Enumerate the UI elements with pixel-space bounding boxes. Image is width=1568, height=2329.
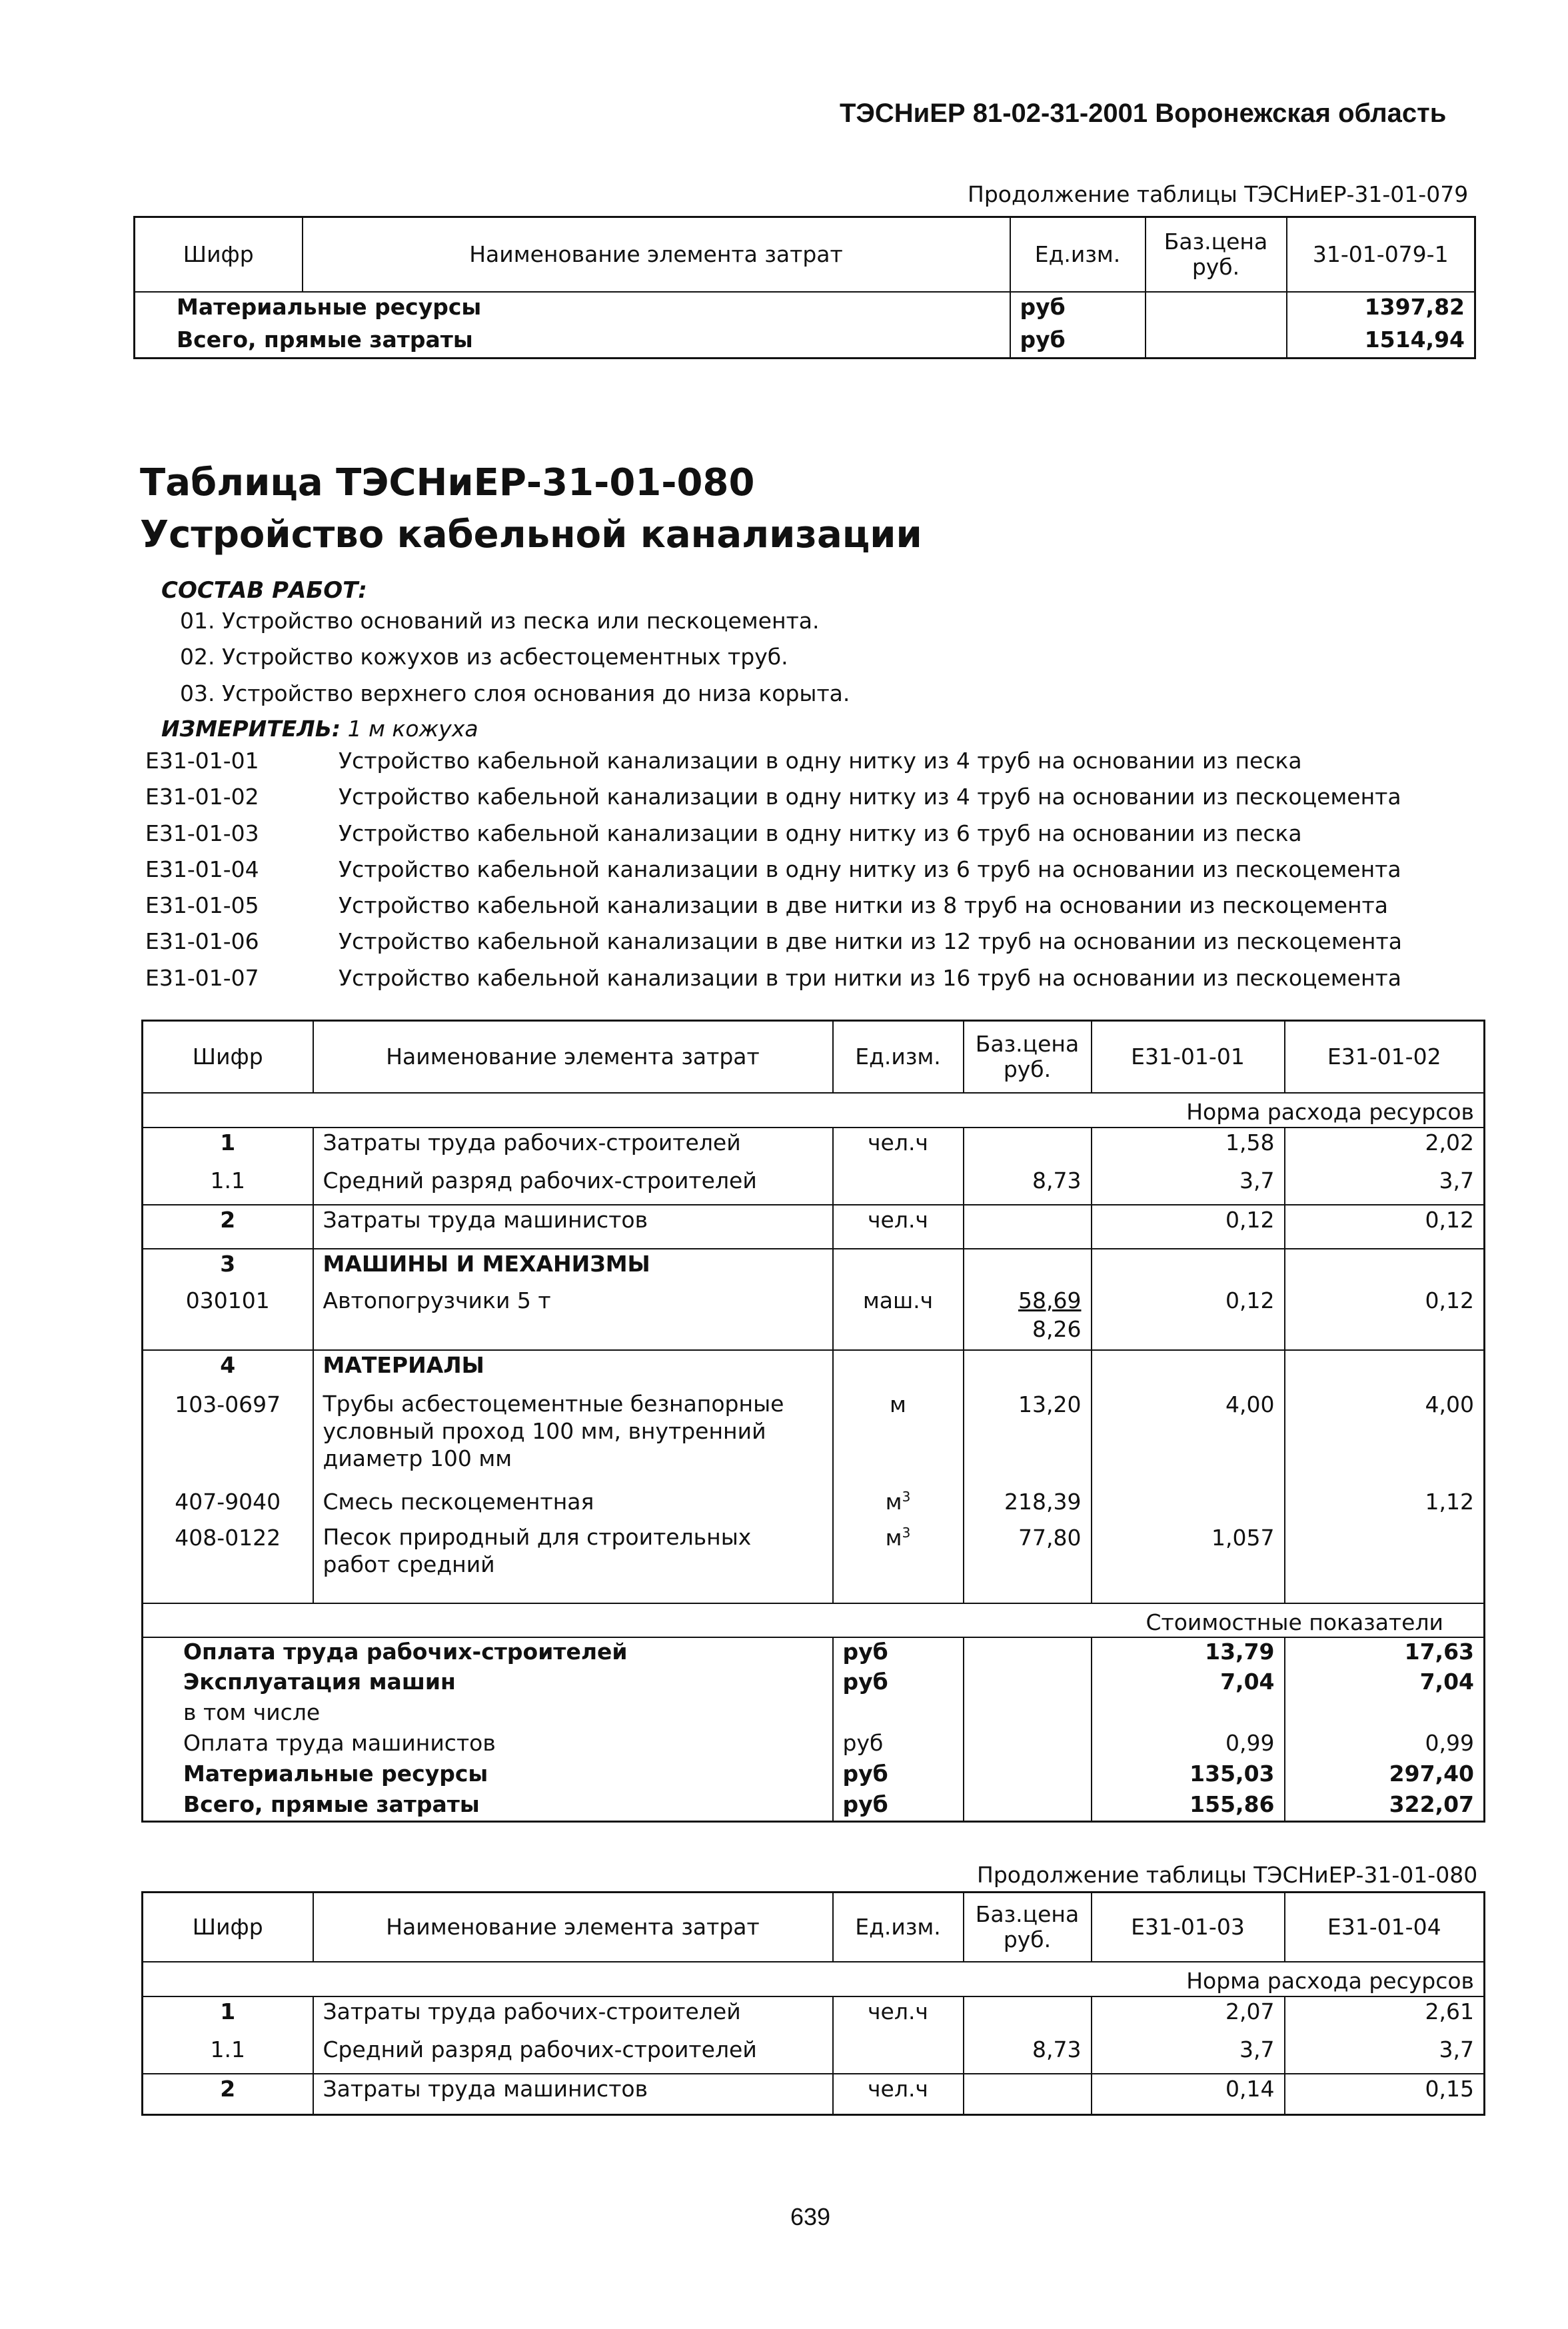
row-value-b	[1285, 1523, 1485, 1603]
cost-value-a: 7,04	[1092, 1668, 1285, 1699]
cost-name: в том числе	[143, 1699, 833, 1729]
code-description: Устройство кабельной канализации в три нитки из 16 труб на основании из пескоцемента	[339, 965, 1402, 991]
table-row	[135, 325, 1475, 359]
col-name-header: Наименование элемента затрат	[303, 217, 1010, 292]
table-header-row	[143, 1021, 1485, 1093]
code-id: Е31-01-03	[145, 820, 259, 846]
row-value-b: 0,15	[1285, 2074, 1485, 2115]
cost-name: Оплата труда машинистов	[143, 1729, 833, 1760]
cost-value-b: 297,40	[1285, 1760, 1485, 1791]
code-description: Устройство кабельной канализации в одну нитку из 6 труб на основании из пескоцемента	[339, 856, 1401, 882]
code-id: Е31-01-02	[145, 784, 259, 810]
unit-superscript: 3	[902, 1488, 911, 1505]
unit-superscript: 3	[902, 1524, 911, 1541]
col-price-header	[964, 1021, 1092, 1093]
row-value-a: 3,7	[1092, 2035, 1285, 2074]
cost-unit: руб	[833, 1729, 964, 1760]
row-value-a: 4,00	[1092, 1390, 1285, 1487]
row-value-b: 3,7	[1285, 1166, 1485, 1205]
code-list-item	[145, 784, 1411, 813]
cost-value-a: 0,99	[1092, 1729, 1285, 1760]
cost-row	[143, 1729, 1485, 1760]
measurer-label: ИЗМЕРИТЕЛЬ:	[161, 716, 341, 742]
cost-name: Всего, прямые затраты	[143, 1791, 833, 1821]
row-value-b: 4,00	[1285, 1390, 1485, 1487]
table-row	[143, 1996, 1485, 2035]
table-name-title: Устройство кабельной канализации	[140, 513, 922, 556]
norm-label-row	[143, 1962, 1485, 1996]
cost-value-a: 13,79	[1092, 1637, 1285, 1668]
table-row	[143, 1128, 1485, 1166]
work-item: 01. Устройство оснований из песка или пескоцемента.	[180, 608, 820, 634]
cost-unit: руб	[833, 1637, 964, 1668]
price-header-line2: руб.	[1003, 1926, 1052, 1952]
price-line1: 58,69	[1018, 1287, 1082, 1313]
col-price-header	[964, 1893, 1092, 1962]
code-list-item	[145, 820, 1411, 850]
price-header-line2: руб.	[1191, 253, 1240, 280]
norm-label: Норма расхода ресурсов	[143, 1962, 1485, 1996]
price-header-line2: руб.	[1003, 1056, 1052, 1082]
cost-row	[143, 1699, 1485, 1729]
row-value-b: 0,12	[1285, 1205, 1485, 1249]
row-code: 1	[143, 1996, 313, 2035]
row-code: 408-0122	[143, 1523, 313, 1603]
row-price: 218,39	[964, 1487, 1092, 1523]
table-row	[143, 2035, 1485, 2074]
running-header: ТЭСНиЕР 81-02-31-2001 Воронежская область	[840, 99, 1447, 128]
code-list-item	[145, 748, 1411, 777]
table-080-part1	[141, 1020, 1485, 1823]
row-name: Трубы асбестоцементные безнапорные условный проход 100 мм, внутренний диаметр 100 мм	[313, 1390, 833, 1487]
row-name: МАТЕРИАЛЫ	[313, 1350, 833, 1390]
cost-unit	[833, 1699, 964, 1729]
row-name: Средний разряд рабочих-строителей	[313, 1166, 833, 1205]
row-name: Средний разряд рабочих-строителей	[313, 2035, 833, 2074]
row-code: 1.1	[143, 2035, 313, 2074]
col-code-header: Шифр	[143, 1893, 313, 1962]
row-code: 2	[143, 1205, 313, 1249]
row-name: Затраты труда машинистов	[313, 2074, 833, 2115]
cost-value-b: 17,63	[1285, 1637, 1485, 1668]
cost-name: Эксплуатация машин	[143, 1668, 833, 1699]
code-description: Устройство кабельной канализации в одну нитку из 6 труб на основании из песка	[339, 820, 1302, 846]
table-row	[143, 1166, 1485, 1205]
table-row	[143, 1487, 1485, 1523]
cost-row	[143, 1637, 1485, 1668]
cost-value-b	[1285, 1699, 1485, 1729]
row-price	[964, 1286, 1092, 1350]
row-unit: руб	[1010, 325, 1146, 359]
measurer-value: 1 м кожуха	[347, 716, 478, 742]
code-id: Е31-01-05	[145, 892, 259, 918]
col-e31-01-04-header: Е31-01-04	[1285, 1893, 1485, 1962]
row-unit: чел.ч	[833, 2074, 964, 2115]
code-description: Устройство кабельной канализации в одну нитку из 4 труб на основании из песка	[339, 748, 1302, 774]
table-header-row	[143, 1893, 1485, 1962]
row-code: 2	[143, 2074, 313, 2115]
work-item: 02. Устройство кожухов из асбестоцементных труб.	[180, 644, 788, 670]
table-row	[143, 2074, 1485, 2115]
section-row	[143, 1350, 1485, 1390]
row-name: Затраты труда рабочих-строителей	[313, 1128, 833, 1166]
table-row	[143, 1523, 1485, 1603]
row-unit: чел.ч	[833, 1205, 964, 1249]
row-price	[964, 1128, 1092, 1166]
row-unit	[833, 1487, 964, 1523]
col-e31-01-02-header: Е31-01-02	[1285, 1021, 1485, 1093]
code-list-item	[145, 928, 1411, 958]
code-id: Е31-01-06	[145, 928, 259, 954]
row-name: Материальные ресурсы	[135, 292, 1010, 325]
cost-unit: руб	[833, 1791, 964, 1821]
table-row	[135, 292, 1475, 325]
row-value-a: 2,07	[1092, 1996, 1285, 2035]
table-080-caption: Продолжение таблицы ТЭСНиЕР-31-01-080	[977, 1862, 1478, 1888]
row-name: Всего, прямые затраты	[135, 325, 1010, 359]
row-price	[964, 2074, 1092, 2115]
row-value-a	[1092, 1487, 1285, 1523]
norm-label-row	[143, 1093, 1485, 1128]
row-code: 4	[143, 1350, 313, 1390]
col-price-header	[1146, 217, 1287, 292]
row-price	[964, 1996, 1092, 2035]
row-code: 3	[143, 1249, 313, 1286]
row-price	[1146, 325, 1287, 359]
row-code: 1	[143, 1128, 313, 1166]
row-code: 407-9040	[143, 1487, 313, 1523]
code-id: Е31-01-07	[145, 965, 259, 991]
row-unit: руб	[1010, 292, 1146, 325]
cost-value-b: 0,99	[1285, 1729, 1485, 1760]
row-unit: м	[833, 1390, 964, 1487]
table-number-title: Таблица ТЭСНиЕР-31-01-080	[140, 461, 755, 504]
col-079-1-header: 31-01-079-1	[1287, 217, 1475, 292]
table-row	[143, 1205, 1485, 1249]
cost-label: Стоимостные показатели	[143, 1603, 1485, 1638]
cost-label-row	[143, 1603, 1485, 1638]
row-value-a: 3,7	[1092, 1166, 1285, 1205]
table-079	[133, 216, 1476, 359]
table-row	[143, 1286, 1485, 1350]
row-value: 1514,94	[1287, 325, 1475, 359]
col-unit-header: Ед.изм.	[833, 1021, 964, 1093]
row-value-a: 1,58	[1092, 1128, 1285, 1166]
row-price: 8,73	[964, 2035, 1092, 2074]
col-code-header: Шифр	[143, 1021, 313, 1093]
row-price: 8,73	[964, 1166, 1092, 1205]
cost-value-b: 7,04	[1285, 1668, 1485, 1699]
code-description: Устройство кабельной канализации в две нитки из 8 труб на основании из пескоцемента	[339, 892, 1388, 918]
cost-row	[143, 1668, 1485, 1699]
col-unit-header: Ед.изм.	[833, 1893, 964, 1962]
row-code: 1.1	[143, 1166, 313, 1205]
row-price	[964, 1205, 1092, 1249]
cost-value-a: 155,86	[1092, 1791, 1285, 1821]
code-description: Устройство кабельной канализации в две нитки из 12 труб на основании из пескоцемента	[339, 928, 1402, 954]
page-number: 639	[790, 2203, 831, 2230]
row-unit	[833, 2035, 964, 2074]
row-code: 030101	[143, 1286, 313, 1350]
row-code: 103-0697	[143, 1390, 313, 1487]
code-list-item	[145, 856, 1411, 886]
col-unit-header: Ед.изм.	[1010, 217, 1146, 292]
row-unit: чел.ч	[833, 1996, 964, 2035]
row-unit	[833, 1166, 964, 1205]
cost-name: Оплата труда рабочих-строителей	[143, 1637, 833, 1668]
cost-name: Материальные ресурсы	[143, 1760, 833, 1791]
col-name-header: Наименование элемента затрат	[313, 1893, 833, 1962]
unit-text: м	[885, 1524, 902, 1551]
row-price: 13,20	[964, 1390, 1092, 1487]
cost-value-a	[1092, 1699, 1285, 1729]
row-unit	[833, 1523, 964, 1603]
row-value-b: 2,02	[1285, 1128, 1485, 1166]
cost-value-b: 322,07	[1285, 1791, 1485, 1821]
price-header-line1: Баз.цена	[975, 1030, 1080, 1057]
row-value-b: 2,61	[1285, 1996, 1485, 2035]
row-value-b: 3,7	[1285, 2035, 1485, 2074]
table-row	[143, 1390, 1485, 1487]
work-item: 03. Устройство верхнего слоя основания до низа корыта.	[180, 680, 850, 706]
col-code-header: Шифр	[135, 217, 303, 292]
row-name: Затраты труда машинистов	[313, 1205, 833, 1249]
row-price: 77,80	[964, 1523, 1092, 1603]
row-value-a: 0,12	[1092, 1286, 1285, 1350]
row-value: 1397,82	[1287, 292, 1475, 325]
cost-row	[143, 1760, 1485, 1791]
unit-text: м	[885, 1488, 902, 1515]
price-header-line1: Баз.цена	[1164, 228, 1268, 255]
row-unit: чел.ч	[833, 1128, 964, 1166]
price-line2: 8,26	[1032, 1316, 1082, 1343]
cost-row	[143, 1791, 1485, 1821]
row-value-a: 1,057	[1092, 1523, 1285, 1603]
row-name: МАШИНЫ И МЕХАНИЗМЫ	[313, 1249, 833, 1286]
price-header-line1: Баз.цена	[975, 1901, 1080, 1927]
row-name: Затраты труда рабочих-строителей	[313, 1996, 833, 2035]
measurer	[161, 716, 478, 742]
row-value-a: 0,12	[1092, 1205, 1285, 1249]
table-080-part2	[141, 1891, 1485, 2116]
cost-unit: руб	[833, 1760, 964, 1791]
row-name: Автопогрузчики 5 т	[313, 1286, 833, 1350]
code-description: Устройство кабельной канализации в одну нитку из 4 труб на основании из пескоцемента	[339, 784, 1401, 810]
work-composition-label: СОСТАВ РАБОТ:	[161, 577, 367, 604]
row-value-b: 1,12	[1285, 1487, 1485, 1523]
row-value-a: 0,14	[1092, 2074, 1285, 2115]
col-e31-01-03-header: Е31-01-03	[1092, 1893, 1285, 1962]
cost-value-a: 135,03	[1092, 1760, 1285, 1791]
row-price	[1146, 292, 1287, 325]
row-value-b: 0,12	[1285, 1286, 1485, 1350]
row-name: Песок природный для строительных работ средний	[313, 1523, 833, 1603]
col-name-header: Наименование элемента затрат	[313, 1021, 833, 1093]
section-row	[143, 1249, 1485, 1286]
col-e31-01-01-header: Е31-01-01	[1092, 1021, 1285, 1093]
code-list-item	[145, 965, 1411, 994]
cost-unit: руб	[833, 1668, 964, 1699]
row-name: Смесь пескоцементная	[313, 1487, 833, 1523]
code-id: Е31-01-04	[145, 856, 259, 882]
row-unit: маш.ч	[833, 1286, 964, 1350]
norm-label: Норма расхода ресурсов	[143, 1093, 1485, 1128]
table-079-caption: Продолжение таблицы ТЭСНиЕР-31-01-079	[968, 181, 1469, 207]
code-id: Е31-01-01	[145, 748, 259, 774]
table-header-row	[135, 217, 1475, 292]
code-list-item	[145, 892, 1411, 922]
